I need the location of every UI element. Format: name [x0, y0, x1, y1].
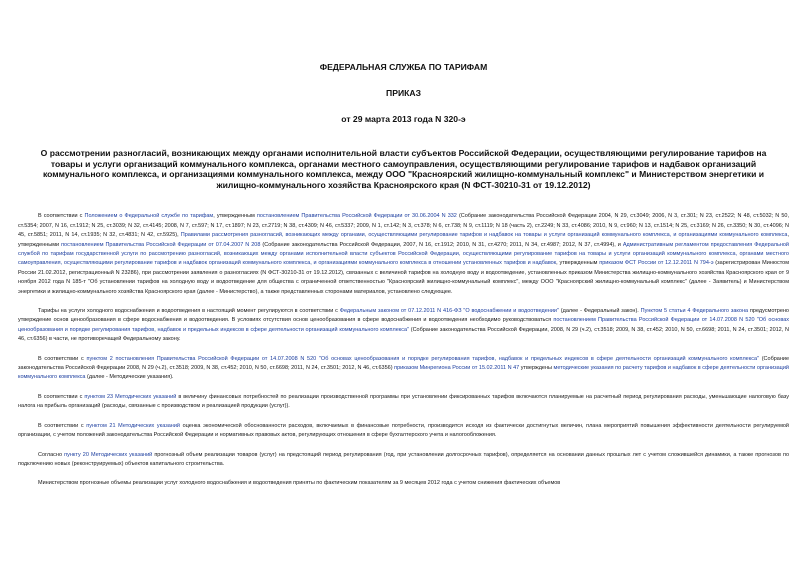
link-law-416[interactable]: Федеральным законом от 07.12.2011 N 416-ФЗ "О водоснабжении и водоотведении" [339, 308, 559, 315]
text: , утвержденными [18, 232, 789, 248]
text: утверждены [519, 365, 554, 372]
link-law-416-article-4[interactable]: Пунктом 5 статьи 4 Федерального закона [640, 308, 749, 315]
text: (далее - Федеральный закон). [558, 308, 641, 315]
text: В соответствии с [38, 213, 85, 220]
text: В соответствии с [38, 422, 87, 429]
paragraph-3 [18, 355, 789, 383]
document-type: ПРИКАЗ [386, 88, 421, 98]
text: В соответствии с [38, 355, 87, 362]
link-admin-regulation[interactable]: Административным регламентом предоставления Федеральной службой по тарифам государственной услуги по рассмотрению разногласий, возникающих между органами исполнительной власти субъектов Российской Федерации, осуществляющими регулирование тарифов на товары и услуги организаций коммунального комплекса, органами местного самоуправления, осуществляющими регулирование тарифов и надбавок организаций коммунального комплекса, и организациями коммунального комплекса в отношении установленных тарифов и надбавок [18, 241, 790, 267]
text: оценка экономической обоснованности расходов, включаемых в финансовые потребности, производится исходя из фактически достигнутых величин, плана мероприятий повышения эффективности деятельности регулируемой организации, с учетом положений законодательства Российской Федерации и нормативных правовых актов, регулирующих отношения в сфере бухгалтерского учета и налогообложения. [18, 422, 790, 439]
link-guidelines-item-20[interactable]: пункту 20 Методических указаний [64, 451, 153, 458]
link-methodical-guidelines[interactable]: методические указания по расчету тарифов и надбавок в сфере деятельности организаций коммунального комплекса [18, 365, 789, 381]
paragraph-7 [18, 479, 789, 488]
paragraph-1 [18, 212, 789, 297]
text: (Собрание законодательства Российской Федерации 2004, N 29, ст.3049; 2006, N 3, ст.301; N 23, ст.2522; N 48, ст.5032; N 50, ст.5354; 2007, N 16, ст.1912; N 25, ст.3039; N 32, ст.4145; 2008, N 7, ст.597; N 17, ст.1897; N 23, ст.2719; N 38, ст.4309; N 46, ст.5337; 2009, N 1, ст.142; N 3, ст.378; N 6, ст.738; N 9, ст.1119; N 18 (часть 2), ст.2249; N 33, ст.4086; 2010, N 9, ст.960; N 13, ст.1514; N 25, ст.3169; N 26, ст.3350; N 30, ст.4096; N 45, ст.5851; 2011, N 14, ст.1935; N 32, ст.4831; N 42, ст.5925), [18, 213, 789, 239]
text: предусмотрено утверждение основ ценообразования в сфере водоснабжения и водоотведения. В условиях отсутствия основ ценообразования в сфере водоснабжения и водоотведения необходимо руководствоваться [18, 308, 789, 324]
text: , утвержденным [556, 260, 600, 267]
text: (зарегистрирован Минюстом России 21.02.2012, регистрационный N 23286), при рассмотрении заявления о разногласиях (N ФСТ-30210-31 от 19.12.2012), связанных с величиной тарифов на холодную воду и водоотведение, установленных приказом Министерства жилищно-коммунального хозяйства Красноярского края от 9 ноября 2012 года N 185-т "Об установлении тарифов на холодную воду и водоотведение для общества с ограниченной ответственностью "Красноярский жилищно-коммунальный комплекс", между ООО "Красноярский жилищно-коммунальный комплекс" (далее - Заявитель) и Министерством энергетики и жилищно-коммунального хозяйства Красноярского края (далее - Министерство), а также представленных сторонами материалов, установлено следующее. [18, 260, 789, 295]
document-date-number: от 29 марта 2013 года N 320-э [341, 114, 466, 124]
text: , утвержденным [213, 213, 257, 220]
text: в величину финансовых потребностей по реализации производственной программы при установлении фиксированных тарифов включаются планируемые на расчетный период регулирования расходы, уменьшающие налоговую базу налога на прибыль организаций (расходы, связанные с производством и реализацией продукции (услуг)). [18, 393, 790, 410]
text: Тарифы на услуги холодного водоснабжения и водоотведения в настоящий момент регулируются в соответствии с [38, 308, 340, 315]
text: Министерством прогнозные объемы реализации услуг холодного водоснабжения и водоотведения приняты по фактическим показателям за 9 месяцев 2012 года с учетом снижения фактических объемов [38, 480, 561, 487]
paragraph-4 [18, 393, 789, 412]
link-guidelines-item-23[interactable]: пунктом 23 Методических указаний [84, 393, 177, 400]
link-decree-520[interactable]: постановлением Правительства Российской Федерации от 14.07.2008 N 520 "Об основах ценообразования и порядке регулирования тарифов, надбавок и предельных индексов в сфере деятельности организаций коммунального комплекса" [18, 317, 789, 333]
document-title: О рассмотрении разногласий, возникающих между органами исполнительной власти субъектов Российской Федерации, осуществляющими регулирование тарифов на товары и услуги организаций коммунального комплекса, органами местного самоуправления, осуществляющими регулирование тарифов и надбавок организаций коммунального комплекса, и организациями коммунального комплекса, между ООО "Красноярский жилищно-коммунальный комплекс" и Министерством энергетики и жилищно-коммунального хозяйства Красноярского края (N ФСТ-30210-31 от 19.12.2012) [40, 148, 767, 190]
agency-name: ФЕДЕРАЛЬНАЯ СЛУЖБА ПО ТАРИФАМ [319, 62, 488, 72]
link-decree-520-item-2[interactable]: пунктом 2 постановления Правительства Российской Федерации от 14.07.2008 N 520 "Об основах ценообразования и порядке регулирования тарифов, надбавок и предельных индексов в сфере деятельности организаций коммунального комплекса" [86, 355, 759, 362]
text: В соответствии с [38, 393, 85, 400]
text: (далее - Методические указания). [85, 374, 174, 381]
text: Согласно [38, 451, 65, 458]
text: (Собрание законодательства Российской Федерации, 2007, N 16, ст.1912; 2010, N 31, ст.4270; 2011, N 34, ст.4987; 2012, N 37, ст.4994), и [260, 241, 623, 248]
link-decree-332[interactable]: постановлением Правительства Российской Федерации от 30.06.2004 N 332 [256, 213, 457, 220]
link-dispute-rules[interactable]: Правилами рассмотрения разногласий, возникающих между органами, осуществляющими регулирование тарифов и надбавок на товары и услуги организаций коммунального комплекса, и организациями коммунального комплекса [180, 232, 788, 239]
link-minregion-order-47[interactable]: приказом Минрегиона России от 15.02.2011 N 47 [394, 365, 520, 372]
link-decree-208[interactable]: постановлением Правительства Российской Федерации от 07.04.2007 N 208 [61, 241, 261, 248]
link-guidelines-item-21[interactable]: пунктом 21 Методических указаний [86, 422, 180, 429]
paragraph-2 [18, 307, 789, 345]
link-fst-regulation[interactable]: Положением о Федеральной службе по тарифам [84, 213, 214, 220]
link-order-794[interactable]: приказом ФСТ России от 12.12.2011 N 794-э [599, 260, 714, 267]
text: (Собрание законодательства Российской Федерации 2008, N 29 (ч.2), ст.3518; 2009, N 38, ст.452; 2010, N 50, ст.6698; 2011, N 24, ст.3501; 2012, N 46, ст.6356) [18, 355, 790, 372]
text: прогнозный объем реализации товаров (услуг) на предстоящий период регулирования (год, при установлении долгосрочных тарифов), определяется на основании данных прошлых лет с учетом сложившейся динамики, а также прогнозов по подключению новых (реконструируемых) объектов капитального строительства. [18, 451, 789, 467]
paragraph-5 [18, 422, 789, 441]
paragraph-6 [18, 451, 789, 470]
text: (Собрание законодательства Российской Федерации, 2008, N 29 (ч.2), ст.3518; 2009, N 38, ст.452; 2010, N 50, ст.6698; 2011, N 24, ст.3501; 2012, N 46, ст.6356) в части, не противоречащей Федеральному закону. [18, 326, 789, 343]
